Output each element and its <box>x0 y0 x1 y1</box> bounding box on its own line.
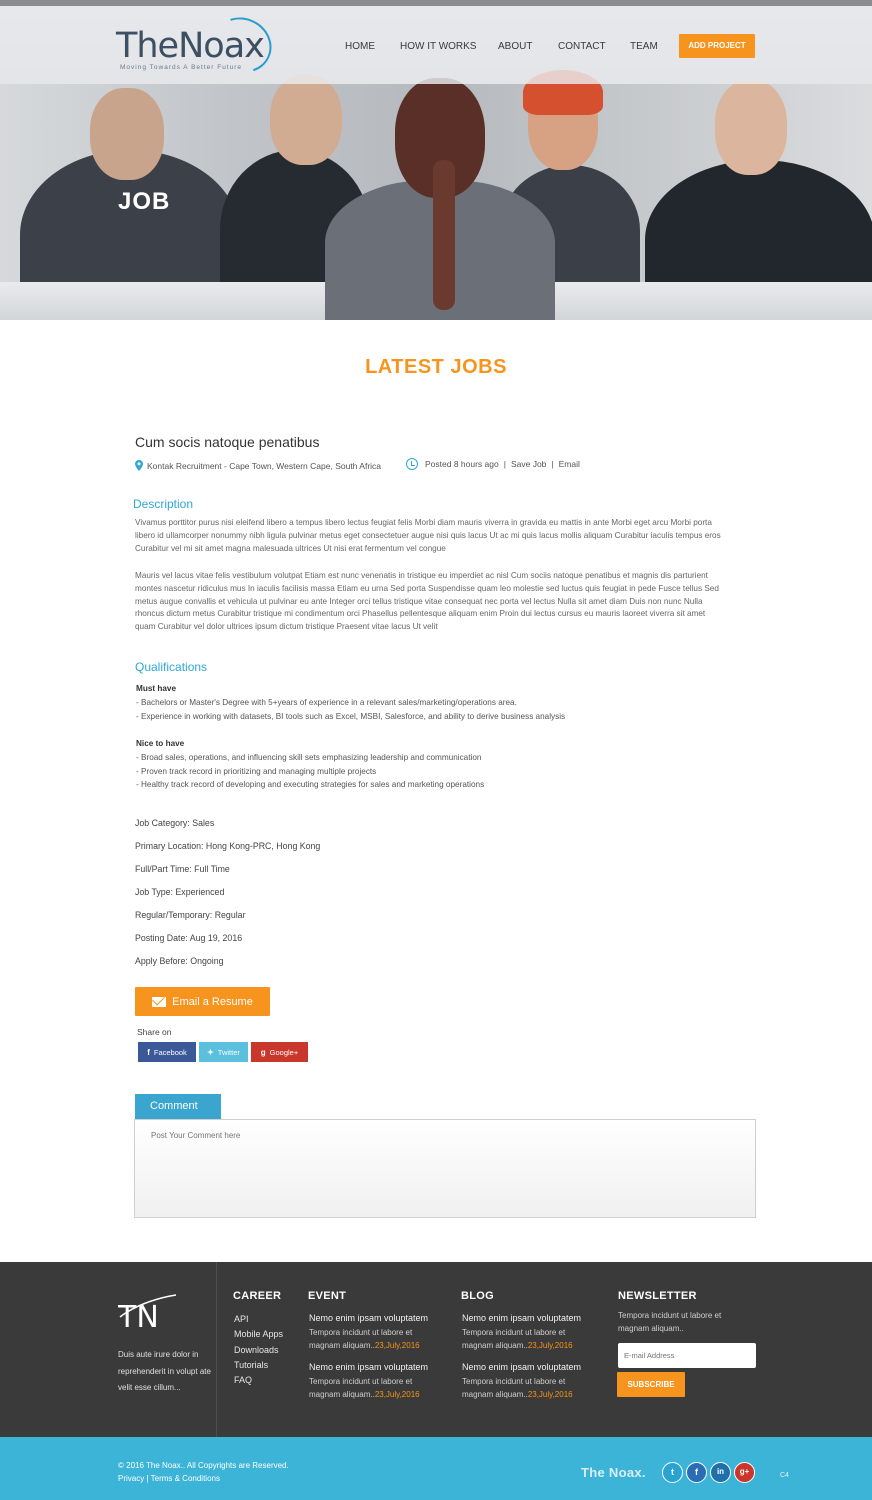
envelope-icon <box>152 997 166 1007</box>
footer-blog-heading: BLOG <box>461 1290 494 1302</box>
job-location-text: Kontak Recruitment - Cape Town, Western Cape, South Africa <box>147 460 382 471</box>
blog-body-text: Tempora incidunt ut labore et magnam aliquam.. <box>462 1328 566 1350</box>
facebook-icon: f <box>147 1047 150 1057</box>
meta-separator: | <box>551 459 554 469</box>
email-job-link[interactable]: Email <box>558 459 580 469</box>
must-have-block <box>136 682 565 723</box>
event-body <box>309 1375 439 1401</box>
footer-link-tutorials[interactable]: Tutorials <box>234 1359 269 1370</box>
subscribe-button[interactable]: SUBSCRIBE <box>617 1372 685 1397</box>
linkedin-icon[interactable]: in <box>710 1462 731 1483</box>
bottom-separator: | <box>146 1474 149 1483</box>
blog-title[interactable]: Nemo enim ipsam voluptatem <box>462 1313 582 1323</box>
hero-title: JOB <box>118 188 171 215</box>
event-title[interactable]: Nemo enim ipsam voluptatem <box>309 1313 429 1323</box>
blog-title[interactable]: Nemo enim ipsam voluptatem <box>462 1362 582 1372</box>
job-detail: Apply Before: Ongoing <box>135 956 224 966</box>
footer-logo-text: TN <box>118 1300 159 1333</box>
job-detail: Regular/Temporary: Regular <box>135 910 246 920</box>
job-title: Cum socis natoque penatibus <box>135 434 320 450</box>
comment-tab[interactable]: Comment <box>135 1094 221 1119</box>
footer-link-mobile-apps[interactable]: Mobile Apps <box>234 1329 284 1340</box>
blog-body <box>462 1326 592 1352</box>
footer-event-heading: EVENT <box>308 1290 347 1302</box>
nav-contact[interactable]: CONTACT <box>558 41 606 52</box>
email-resume-button[interactable] <box>135 987 270 1016</box>
logo-tagline: Moving Towards A Better Future <box>120 64 243 71</box>
blog-date: 23,July,2016 <box>527 1390 573 1399</box>
description-paragraph: Vivamus porttitor purus nisi eleifend libero a tempus libero lectus feugiat felis Morbi diam mauris viverra in gravida eu mattis in ante Morbi eget arcu Morbi porta libero id ullamcorper nonummy nibh ligula pulvinar metus eget consectetuer augue nisi quis lacus Ut ac mi quis lacus mollis aliquam Curabitur iaculis tempus eros Curabitur vel mi sit amet magna malesuada ultrices Ut nisi erat fermentum vel congue <box>135 518 721 553</box>
nice-to-have-item: - Broad sales, operations, and influencing skill sets emphasizing leadership and communication <box>136 752 482 762</box>
event-body-text: Tempora incidunt ut labore et magnam aliquam.. <box>309 1328 413 1350</box>
navbar <box>0 6 872 84</box>
posted-time: Posted 8 hours ago <box>425 459 499 469</box>
description-paragraph: Mauris vel lacus vitae felis vestibulum volutpat Etiam est nunc venenatis in tristique eu imperdiet ac nisl Cum sociis natoque penatibus et magnis dis parturient montes nascetur ridiculus mus In iaculis facilisis massa Etiam eu urna Sed porta Suspendisse quam leo molestie sed luctus quis feugiat in pede Fusce tellus Sed metus augue convallis et vehicula ut pulvinar eu ante Integer orci tellus tristique vitae consequat nec porta vel lectus Nulla sit amet diam Duis non nunc Nulla rhoncus dictum metus Curabitur tristique mi condimentum orci Phasellus pellentesque aliquam enim Proin dui lectus cursus eu mauris laoreet viverra sit amet quam Curabitur vel dolor ultrices ipsum dictum tristique Praesent vitae lacus Ut velit <box>135 571 719 632</box>
google-plus-icon: g <box>260 1047 266 1057</box>
share-label: Share on <box>137 1027 172 1037</box>
save-job-link[interactable]: Save Job <box>510 459 547 469</box>
clock-icon <box>406 458 418 470</box>
description-heading: Description <box>133 497 194 511</box>
comment-input[interactable] <box>134 1119 756 1218</box>
email-resume-label: Email a Resume <box>172 995 253 1008</box>
hero-photo-person <box>90 88 164 180</box>
footer-about: Duis aute irure dolor in reprehenderit in volupt ate velit esse cillum... <box>118 1350 211 1392</box>
nice-to-have-item: - Healthy track record of developing and executing strategies for sales and marketing operations <box>136 780 485 790</box>
add-project-button[interactable]: ADD PROJECT <box>679 34 755 58</box>
nav-team[interactable]: TEAM <box>630 41 658 52</box>
hero-photo-person <box>270 75 342 165</box>
event-body <box>309 1326 439 1352</box>
footer-logo-icon[interactable] <box>118 1293 178 1333</box>
job-meta <box>406 458 580 470</box>
must-have-heading: Must have <box>136 684 177 693</box>
copyright-text: © 2016 The Noax.. All Copyrights are Reserved. <box>118 1461 289 1470</box>
share-twitter-button[interactable] <box>199 1042 248 1062</box>
footer-career-heading: CAREER <box>233 1290 282 1302</box>
must-have-item: - Experience in working with datasets, BI tools such as Excel, MSBI, Salesforce, and ability to derive business analysis <box>136 711 566 721</box>
google-plus-icon[interactable]: g+ <box>734 1462 755 1483</box>
corner-label: C4 <box>780 1472 789 1479</box>
qualifications-heading: Qualifications <box>135 660 208 674</box>
nice-to-have-block <box>136 737 484 792</box>
footer-newsletter-heading: NEWSLETTER <box>618 1290 697 1302</box>
hero-photo-person <box>715 80 787 175</box>
newsletter-text: Tempora incidunt ut labore et magnam aliquam.. <box>618 1311 722 1333</box>
terms-link[interactable]: Terms & Conditions <box>150 1474 220 1483</box>
job-detail: Job Type: Experienced <box>135 887 225 897</box>
footer-divider <box>216 1262 217 1437</box>
job-detail: Primary Location: Hong Kong-PRC, Hong Kong <box>135 841 321 851</box>
blog-body-text: Tempora incidunt ut labore et magnam aliquam.. <box>462 1377 566 1399</box>
share-facebook-button[interactable] <box>138 1042 196 1062</box>
bottom-brand: The Noax. <box>581 1465 646 1480</box>
nice-to-have-item: - Proven track record in prioritizing and managing multiple projects <box>136 766 377 776</box>
footer-career-links <box>234 1312 283 1388</box>
event-body-text: Tempora incidunt ut labore et magnam aliquam.. <box>309 1377 413 1399</box>
map-pin-icon <box>135 460 143 471</box>
twitter-icon[interactable]: t <box>662 1462 683 1483</box>
nav-home[interactable]: HOME <box>345 41 375 52</box>
share-facebook-label: Facebook <box>153 1047 187 1057</box>
logo-text: TheNoax <box>116 26 264 66</box>
facebook-icon[interactable]: f <box>686 1462 707 1483</box>
blog-date: 23,July,2016 <box>527 1341 573 1350</box>
nav-how-it-works[interactable]: HOW IT WORKS <box>400 41 477 52</box>
footer-link-downloads[interactable]: Downloads <box>234 1344 279 1355</box>
section-title: LATEST JOBS <box>365 356 507 378</box>
footer-link-faq[interactable]: FAQ <box>234 1375 253 1386</box>
nav-about[interactable]: ABOUT <box>498 41 533 52</box>
share-twitter-label: Twitter <box>217 1047 240 1057</box>
job-location <box>135 460 381 471</box>
event-date: 23,July,2016 <box>374 1390 420 1399</box>
blog-body <box>462 1375 592 1401</box>
share-google-button[interactable] <box>251 1042 308 1062</box>
job-detail: Job Category: Sales <box>135 818 215 828</box>
share-google-label: Google+ <box>269 1047 299 1057</box>
nice-to-have-heading: Nice to have <box>136 739 185 748</box>
event-title[interactable]: Nemo enim ipsam voluptatem <box>309 1362 429 1372</box>
twitter-icon: ✦ <box>207 1047 214 1057</box>
footer-link-api[interactable]: API <box>234 1314 249 1324</box>
hero-photo-person <box>433 160 455 310</box>
logo[interactable] <box>112 18 272 76</box>
meta-separator: | <box>503 459 506 469</box>
copyright <box>118 1459 289 1485</box>
privacy-link[interactable]: Privacy <box>118 1474 145 1483</box>
job-detail: Full/Part Time: Full Time <box>135 864 230 874</box>
event-date: 23,July,2016 <box>374 1341 420 1350</box>
job-detail: Posting Date: Aug 19, 2016 <box>135 933 243 943</box>
newsletter-email-input[interactable] <box>618 1343 756 1368</box>
must-have-item: - Bachelors or Master's Degree with 5+years of experience in a relevant sales/marketing/operations area. <box>136 697 517 707</box>
